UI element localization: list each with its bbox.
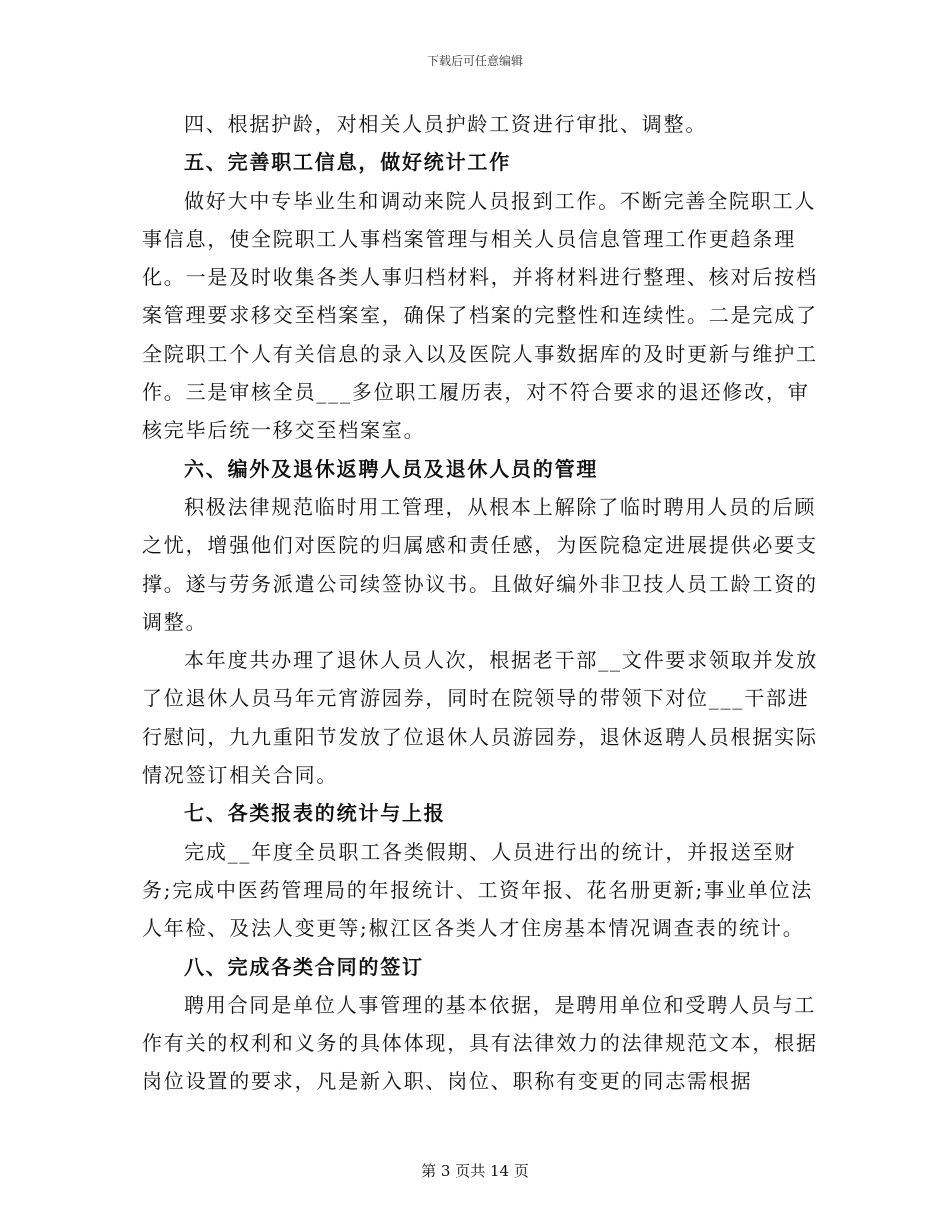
section-heading-6: 六、编外及退休返聘人员及退休人员的管理 bbox=[184, 456, 599, 481]
page-header: 下载后可任意编辑 bbox=[426, 54, 523, 68]
paragraph-contracts: 聘用合同是单位人事管理的基本依据，是聘用单位和受聘人员与工作有关的权利和义务的具体体现，具有法律效力的法律规范文本，根据岗位设置的要求，凡是新入职、岗位、职称有变更的同志需根据 bbox=[142, 992, 818, 1094]
paragraph-temp-staff: 积极法律规范临时用工管理，从根本上解除了临时聘用人员的后顾之忧，增强他们对医院的归属感和责任感，为医院稳定进展提供必要支撑。遂与劳务派遣公司续签协议书。且做好编外非卫技人员工龄工资的调整。 bbox=[142, 494, 818, 634]
document-body bbox=[142, 105, 822, 1101]
section-heading-8: 八、完成各类合同的签订 bbox=[184, 954, 424, 979]
section-heading-7: 七、各类报表的统计与上报 bbox=[184, 801, 446, 826]
paragraph-reports: 完成__年度全员职工各类假期、人员进行出的统计，并报送至财务;完成中医药管理局的年报统计、工资年报、花名册更新;事业单位法人年检、及法人变更等;椒江区各类人才住房基本情况调查表的统计。 bbox=[142, 839, 814, 941]
page-footer: 第 3 页共 14 页 bbox=[421, 1162, 529, 1180]
paragraph-item-4: 四、根据护龄，对相关人员护龄工资进行审批、调整。 bbox=[184, 112, 708, 136]
paragraph-retirees: 本年度共办理了退休人员人次，根据老干部__文件要求领取并发放了位退休人员马年元宵游园券，同时在院领导的带领下对位___干部进行慰问，九九重阳节发放了位退休人员游园券，退休返聘人员根据实际情况签订相关合同。 bbox=[142, 648, 818, 788]
paragraph-staff-info: 做好大中专毕业生和调动来院人员报到工作。不断完善全院职工人事信息，使全院职工人事档案管理与相关人员信息管理工作更趋条理化。一是及时收集各类人事归档材料，并将材料进行整理、核对后按档案管理要求移交至档案室，确保了档案的完整性和连续性。二是完成了全院职工个人有关信息的录入以及医院人事数据库的及时更新与维护工作。三是审核全员___多位职工履历表，对不符合要求的退还修改，审核完毕后统一移交至档案室。 bbox=[142, 188, 818, 443]
section-heading-5: 五、完善职工信息，做好统计工作 bbox=[184, 150, 511, 175]
